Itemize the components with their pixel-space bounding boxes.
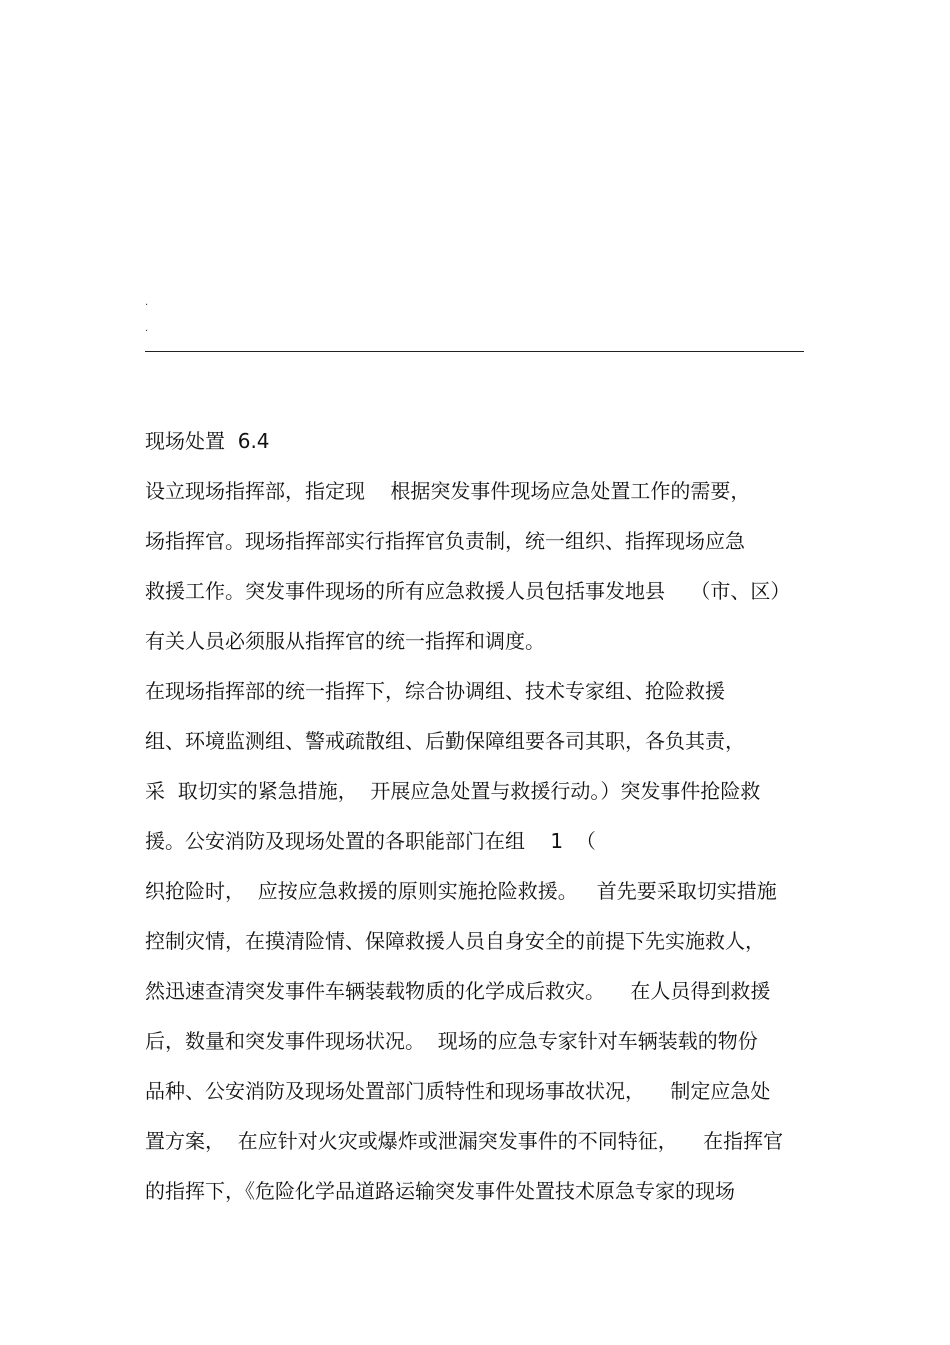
paragraph-line: 采 取切实的紧急措施， 开展应急处置与救援行动。）突发事件抢险救: [145, 779, 761, 803]
header-rule: [145, 351, 804, 352]
paragraph-line: 控制灾情，在摸清险情、保障救援人员自身安全的前提下先实施救人，: [145, 929, 765, 953]
header-dot-2: .: [145, 323, 149, 334]
paragraph-line: 然迅速查清突发事件车辆装载物质的化学成后救灾。 在人员得到救援: [145, 979, 771, 1003]
paragraph-line: 置方案， 在应针对火灾或爆炸或泄漏突发事件的不同特征， 在指挥官: [145, 1129, 784, 1153]
paragraph-line: 后，数量和突发事件现场状况。 现场的应急专家针对车辆装载的物份: [145, 1029, 758, 1053]
paragraph-line: 有关人员必须服从指挥官的统一指挥和调度。: [145, 629, 545, 653]
paragraph-line: 援。公安消防及现场处置的各职能部门在组 1 （: [145, 829, 596, 853]
paragraph-line: 织抢险时， 应按应急救援的原则实施抢险救援。 首先要采取切实措施: [145, 879, 777, 903]
paragraph-line: 设立现场指挥部，指定现 根据突发事件现场应急处置工作的需要，: [145, 479, 751, 503]
section-heading: 现场处置 6.4: [145, 429, 270, 453]
paragraph-line: 救援工作。突发事件现场的所有应急救援人员包括事发地县 （市、区）: [145, 579, 791, 603]
paragraph-line: 的指挥下，《危险化学品道路运输突发事件处置技术原急专家的现场: [145, 1179, 735, 1203]
header-dot-1: .: [145, 297, 149, 308]
paragraph-line: 在现场指挥部的统一指挥下，综合协调组、技术专家组、抢险救援: [145, 679, 725, 703]
paragraph-line: 品种、公安消防及现场处置部门质特性和现场事故状况， 制定应急处: [145, 1079, 771, 1103]
paragraph-line: 场指挥官。现场指挥部实行指挥官负责制，统一组织、指挥现场应急: [145, 529, 745, 553]
paragraph-line: 组、环境监测组、警戒疏散组、后勤保障组要各司其职，各负其责，: [145, 729, 745, 753]
